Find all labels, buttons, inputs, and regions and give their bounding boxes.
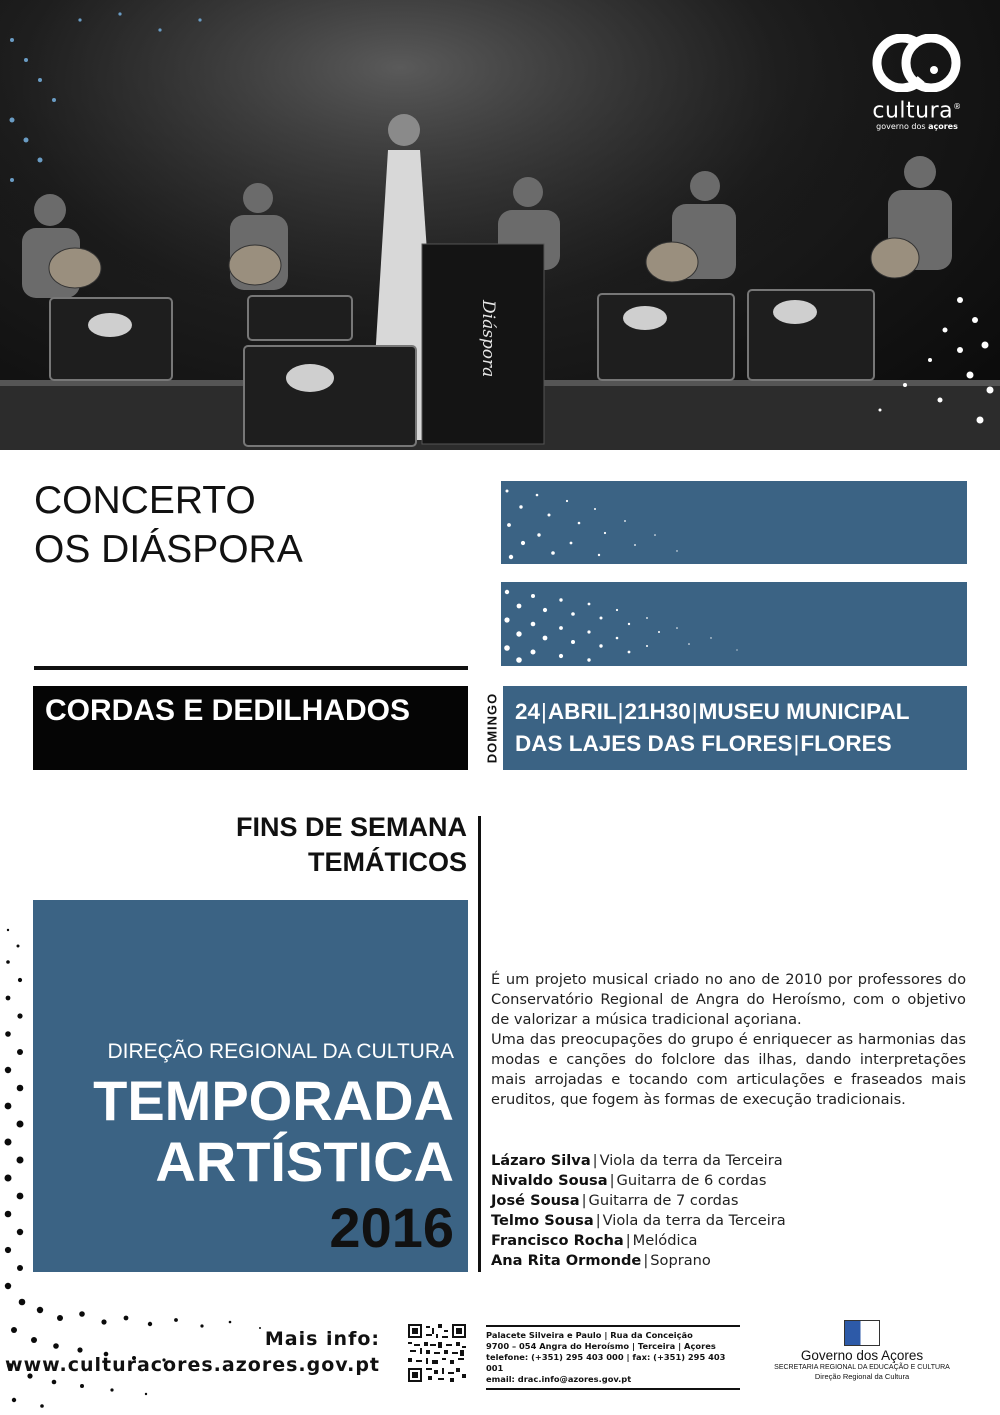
date-time: 21H30 xyxy=(624,699,691,724)
date-venue-text xyxy=(515,696,910,760)
date-day: 24 xyxy=(515,699,541,724)
gov-secretariat: SECRETARIA REGIONAL DA EDUCAÇÃO E CULTURA xyxy=(774,1364,950,1371)
member-name: Lázaro Silva xyxy=(491,1152,591,1169)
separator: | xyxy=(793,731,800,756)
separator: | xyxy=(581,1192,587,1209)
member-name: Francisco Rocha xyxy=(491,1232,624,1249)
season-org: DIREÇÃO REGIONAL DA CULTURA xyxy=(107,1040,454,1063)
event-subtitle: CORDAS E DEDILHADOS xyxy=(45,694,411,727)
logo-word: cultura xyxy=(872,98,954,124)
stage-scene xyxy=(0,0,1000,450)
separator: | xyxy=(541,699,547,724)
cultura-logo-icon xyxy=(872,34,962,92)
address-line-1: Palacete Silveira e Paulo | Rua da Conceição xyxy=(486,1330,693,1340)
concert-photo xyxy=(0,0,1000,450)
separator: | xyxy=(592,1152,598,1169)
members-list xyxy=(491,1151,786,1271)
separator: | xyxy=(643,1252,649,1269)
season-title xyxy=(93,1070,454,1192)
decorative-band-bottom xyxy=(501,582,967,666)
weekend-line-2: TEMÁTICOS xyxy=(308,847,467,877)
subtitle-box xyxy=(33,686,468,770)
event-title xyxy=(34,476,303,574)
weekday-text: DOMINGO xyxy=(484,692,500,764)
season-block xyxy=(33,900,468,1272)
venue-line-2a: DAS LAJES DAS FLORES xyxy=(515,731,793,756)
weekday-label xyxy=(480,686,504,770)
season-year: 2016 xyxy=(329,1196,454,1259)
contact-address xyxy=(486,1325,740,1390)
description-paragraph-2: Uma das preocupações do grupo é enriquecer as harmonias das modas e canções do folclore das ilhas, dando interpretações mais arrojadas e tocando com articulações e fraseados mais eruditos, que fogem às formas de execução tradicionais. xyxy=(491,1031,966,1108)
venue-line-1: MUSEU MUNICIPAL xyxy=(698,699,910,724)
address-line-4: email: drac.info@azores.gov.pt xyxy=(486,1374,632,1384)
logo-sub-prefix: governo dos xyxy=(876,122,929,132)
season-line-2: ARTÍSTICA xyxy=(155,1130,454,1193)
season-line-1: TEMPORADA xyxy=(93,1069,454,1132)
address-line-3: telefone: (+351) 295 403 000 | fax: (+351) 295 403 001 xyxy=(486,1352,726,1373)
member-role: Soprano xyxy=(650,1252,711,1269)
date-venue-box xyxy=(503,686,967,770)
member-role: Melódica xyxy=(632,1232,698,1249)
qr-code[interactable] xyxy=(408,1324,466,1382)
member-row xyxy=(491,1211,786,1231)
azores-flag-icon xyxy=(844,1320,880,1346)
gov-direction: Direção Regional da Cultura xyxy=(814,1372,910,1381)
logo-reg-mark: ® xyxy=(953,102,962,111)
member-name: Telmo Sousa xyxy=(491,1212,594,1229)
member-row xyxy=(491,1171,786,1191)
member-row xyxy=(491,1151,786,1171)
member-name: Ana Rita Ormonde xyxy=(491,1252,642,1269)
website-link[interactable]: www.culturacores.azores.gov.pt xyxy=(5,1354,380,1376)
weekend-theme xyxy=(236,810,467,880)
venue-line-2b: FLORES xyxy=(800,731,892,756)
more-info xyxy=(5,1326,380,1378)
separator: | xyxy=(691,699,698,724)
band-dots-bottom xyxy=(501,582,967,666)
member-role: Viola da terra da Terceira xyxy=(602,1212,786,1229)
description-paragraph-1: É um projeto musical criado no ano de 2010 por professores do Conservatório Regional de Angra do Heroísmo, com o objetivo de valorizar a música tradicional açoriana. xyxy=(491,971,966,1028)
cultura-logo xyxy=(870,34,964,132)
separator: | xyxy=(617,699,624,724)
band-dots-top xyxy=(501,481,967,564)
address-line-2: 9700 – 054 Angra do Heroísmo | Terceira | Açores xyxy=(486,1341,716,1351)
title-line-2: OS DIÁSPORA xyxy=(34,528,303,571)
government-logo xyxy=(762,1320,962,1381)
weekend-line-1: FINS DE SEMANA xyxy=(235,812,467,842)
banner-text: Diáspora xyxy=(478,300,498,378)
member-name: Nivaldo Sousa xyxy=(491,1172,608,1189)
vertical-divider xyxy=(478,816,481,1272)
separator: | xyxy=(609,1172,615,1189)
description xyxy=(491,970,966,1110)
title-divider xyxy=(34,666,468,670)
gov-name: Governo dos Açores xyxy=(800,1348,924,1363)
separator: | xyxy=(625,1232,631,1249)
member-row xyxy=(491,1191,786,1211)
member-role: Guitarra de 6 cordas xyxy=(616,1172,767,1189)
logo-sub-strong: açores xyxy=(928,122,958,132)
decorative-band-top xyxy=(501,481,967,564)
member-row xyxy=(491,1251,786,1271)
date-month: ABRIL xyxy=(547,699,617,724)
member-role: Viola da terra da Terceira xyxy=(599,1152,783,1169)
separator: | xyxy=(595,1212,601,1229)
more-info-label: Mais info: xyxy=(264,1328,380,1350)
member-name: José Sousa xyxy=(491,1192,580,1209)
member-row xyxy=(491,1231,786,1251)
member-role: Guitarra de 7 cordas xyxy=(588,1192,739,1209)
title-line-1: CONCERTO xyxy=(34,479,256,522)
